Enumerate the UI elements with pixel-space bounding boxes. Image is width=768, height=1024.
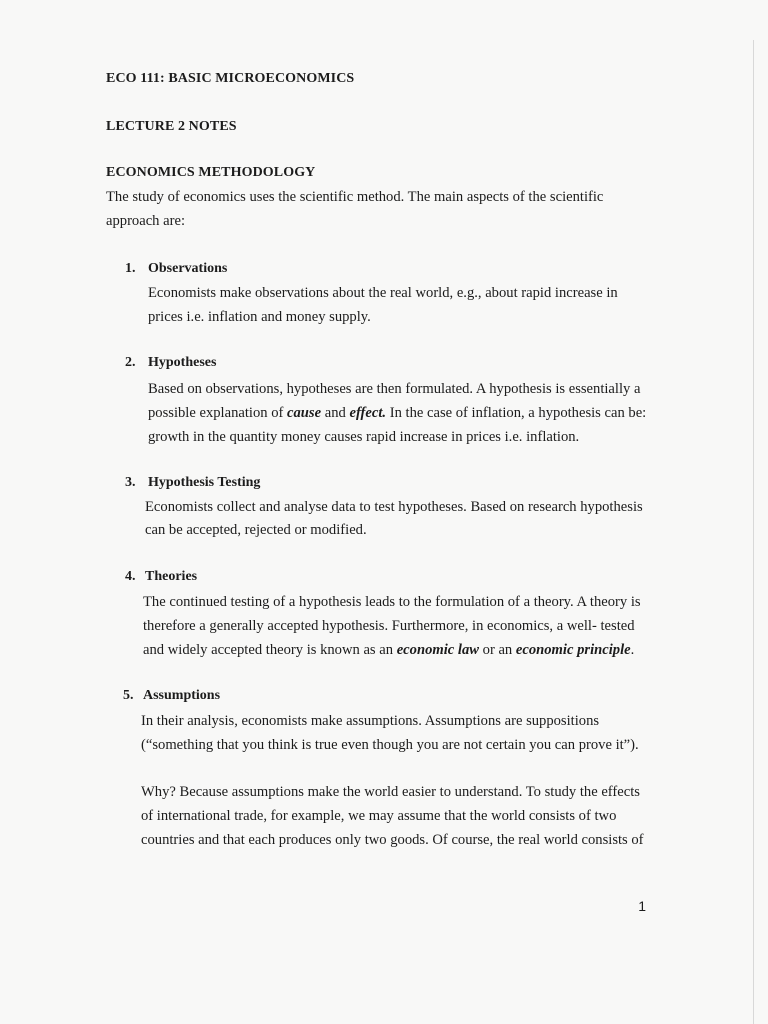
hypothesis-testing-line-1: Economists collect and analyse data to test hypotheses. Based on research hypothesis (145, 499, 643, 515)
hypothesis-testing-line-2: can be accepted, rejected or modified. (145, 522, 367, 538)
theories-line-3 (143, 641, 634, 659)
theories-line-3-text-a: and widely accepted theory is known as an (143, 642, 397, 658)
item-title-assumptions: Assumptions (143, 688, 221, 703)
economic-law-term: economic law (396, 642, 479, 658)
item-title-theories: Theories (145, 569, 198, 584)
hypotheses-line-2-text-c: In the case of inflation, a hypothesis can be: (386, 405, 647, 421)
observations-line-2: prices i.e. inflation and money supply. (148, 309, 371, 325)
intro-line-1: The study of economics uses the scientific method. The main aspects of the scientific (106, 189, 604, 205)
hypotheses-line-1: Based on observations, hypotheses are then formulated. A hypothesis is essentially a (148, 381, 641, 397)
item-title-hypotheses: Hypotheses (148, 355, 217, 370)
economic-principle-term: economic principle (515, 642, 631, 658)
item-title-observations: Observations (148, 261, 228, 276)
assumptions-paragraph-2-line-1: Why? Because assumptions make the world easier to understand. To study the effects (141, 784, 640, 800)
hypotheses-line-2-text-a: possible explanation of (148, 405, 288, 421)
item-number-1: 1. (125, 261, 136, 276)
item-number-3: 3. (125, 475, 136, 490)
lecture-title: LECTURE 2 NOTES (106, 119, 237, 134)
hypotheses-line-2-text-b: and (321, 405, 350, 421)
observations-line-1: Economists make observations about the real world, e.g., about rapid increase in (148, 285, 618, 301)
scan-edge (753, 40, 754, 1024)
item-number-5: 5. (123, 688, 134, 703)
assumptions-line-1: In their analysis, economists make assumptions. Assumptions are suppositions (141, 713, 600, 729)
theories-line-2: therefore a generally accepted hypothesis. Furthermore, in economics, a well- tested (143, 618, 635, 634)
course-title: ECO 111: BASIC MICROECONOMICS (106, 71, 355, 86)
theories-line-3-text-b: or an (479, 642, 516, 658)
hypotheses-effect-term: effect. (349, 405, 387, 421)
hypotheses-line-2 (148, 404, 646, 422)
assumptions-line-2: (“something that you think is true even though you are not certain you can prove it”). (141, 737, 639, 753)
intro-line-2: approach are: (106, 213, 185, 229)
assumptions-paragraph-2-line-2: of international trade, for example, we may assume that the world consists of two (141, 808, 617, 824)
hypotheses-line-3: growth in the quantity money causes rapid increase in prices i.e. inflation. (148, 429, 580, 445)
item-number-4: 4. (125, 569, 136, 584)
assumptions-paragraph-2-line-3: countries and that each produces only two goods. Of course, the real world consists of (141, 832, 644, 848)
theories-line-3-text-c: . (630, 642, 635, 658)
hypotheses-cause-term: cause (287, 405, 322, 421)
item-number-2: 2. (125, 355, 136, 370)
item-title-hypothesis-testing: Hypothesis Testing (148, 475, 261, 490)
theories-line-1: The continued testing of a hypothesis leads to the formulation of a theory. A theory is (143, 594, 641, 610)
section-title: ECONOMICS METHODOLOGY (106, 165, 316, 180)
page-number: 1 (638, 898, 646, 914)
